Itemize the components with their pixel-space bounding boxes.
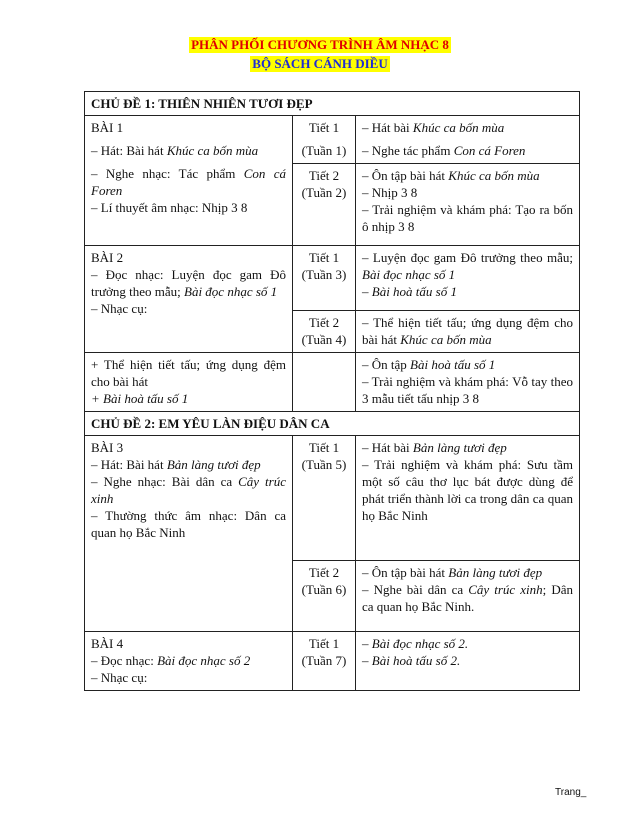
lesson-label: BÀI 4 xyxy=(91,636,124,651)
lesson-item: – Nhạc cụ: xyxy=(91,301,148,316)
period-cell xyxy=(293,353,356,412)
lesson-1-cell xyxy=(85,116,293,246)
topic-row xyxy=(85,92,580,116)
lesson-label: BÀI 3 xyxy=(91,440,124,455)
table-row xyxy=(85,632,580,691)
table-row xyxy=(85,436,580,561)
period-cell: Tiết 2 (Tuần 4) xyxy=(293,311,356,353)
lesson-label: BÀI 2 xyxy=(91,250,124,265)
document-subtitle: BỘ SÁCH CÁNH DIỀU xyxy=(252,56,388,71)
period-cell: Tiết 1 (Tuần 7) xyxy=(293,632,356,691)
topic-2-title: CHỦ ĐỀ 2: EM YÊU LÀN ĐIỆU DÂN CA xyxy=(85,412,580,436)
lesson-item: – Hát: Bài hát Bản làng tươi đẹp xyxy=(91,457,261,472)
lesson-item: – Nghe nhạc: Tác phẩm Con cá Foren xyxy=(91,166,286,198)
period-content: – Ôn tập bài hát Bản làng tươi đẹp – Nghe bài dân ca Cây trúc xinh; Dân ca quan họ Bắc Ninh. xyxy=(356,561,580,632)
curriculum-table xyxy=(84,91,580,691)
period-content: – Thể hiện tiết tấu; ứng dụng đệm cho bài hát Khúc ca bốn mùa xyxy=(356,311,580,353)
period-cell: Tiết 2 (Tuần 2) xyxy=(293,164,356,246)
lesson-item: – Nghe nhạc: Bài dân ca Cây trúc xinh xyxy=(91,474,286,506)
lesson-item: – Đọc nhạc: Luyện đọc gam Đô trưởng theo mẫu; Bài đọc nhạc số 1 xyxy=(91,267,286,299)
table-row xyxy=(85,116,580,164)
document-title: PHÂN PHỐI CHƯƠNG TRÌNH ÂM NHẠC 8 xyxy=(191,37,449,52)
page-number: Trang_ xyxy=(555,787,587,798)
period-cell: Tiết 1 (Tuần 5) xyxy=(293,436,356,561)
period-cell: Tiết 2 (Tuần 6) xyxy=(293,561,356,632)
document-header xyxy=(0,36,640,73)
period-content: – Bài đọc nhạc số 2. – Bài hoà tấu số 2. xyxy=(356,632,580,691)
period-content: – Hát bài Bản làng tươi đẹp – Trải nghiệm và khám phá: Sưu tầm một số câu thơ lục bát được dùng để phát triển thành lời ca trong dân ca quan họ Bắc Ninh xyxy=(356,436,580,561)
period-content: – Ôn tập Bài hoà tấu số 1 – Trải nghiệm và khám phá: Vỗ tay theo 3 mẫu tiết tấu nhịp 3 8 xyxy=(356,353,580,412)
period-cell: Tiết 1 (Tuần 3) xyxy=(293,246,356,311)
lesson-item: – Lí thuyết âm nhạc: Nhịp 3 8 xyxy=(91,200,248,215)
lesson-2-cell xyxy=(85,246,293,353)
topic-row xyxy=(85,412,580,436)
lesson-label: BÀI 1 xyxy=(91,120,124,135)
lesson-item: – Thường thức âm nhạc: Dân ca quan họ Bắc Ninh xyxy=(91,508,286,540)
period-content: – Hát bài Khúc ca bốn mùa – Nghe tác phẩm Con cá Foren xyxy=(356,116,580,164)
period-cell: Tiết 1 (Tuần 1) xyxy=(293,116,356,164)
table-row xyxy=(85,246,580,311)
review-cell: + Thể hiện tiết tấu; ứng dụng đệm cho bài hát + Bài hoà tấu số 1 xyxy=(85,353,293,412)
period-content: – Luyện đọc gam Đô trưởng theo mẫu; Bài đọc nhạc số 1 – Bài hoà tấu số 1 xyxy=(356,246,580,311)
lesson-3-cell xyxy=(85,436,293,632)
topic-1-title: CHỦ ĐỀ 1: THIÊN NHIÊN TƯƠI ĐẸP xyxy=(85,92,580,116)
lesson-4-cell xyxy=(85,632,293,691)
lesson-item: – Đọc nhạc: Bài đọc nhạc số 2 xyxy=(91,653,251,668)
period-content: – Ôn tập bài hát Khúc ca bốn mùa – Nhịp 3 8 – Trải nghiệm và khám phá: Tạo ra bốn ô nhịp 3 8 xyxy=(356,164,580,246)
table-row xyxy=(85,353,580,412)
lesson-item: – Hát: Bài hát Khúc ca bốn mùa xyxy=(91,143,259,158)
lesson-item: – Nhạc cụ: xyxy=(91,670,148,685)
